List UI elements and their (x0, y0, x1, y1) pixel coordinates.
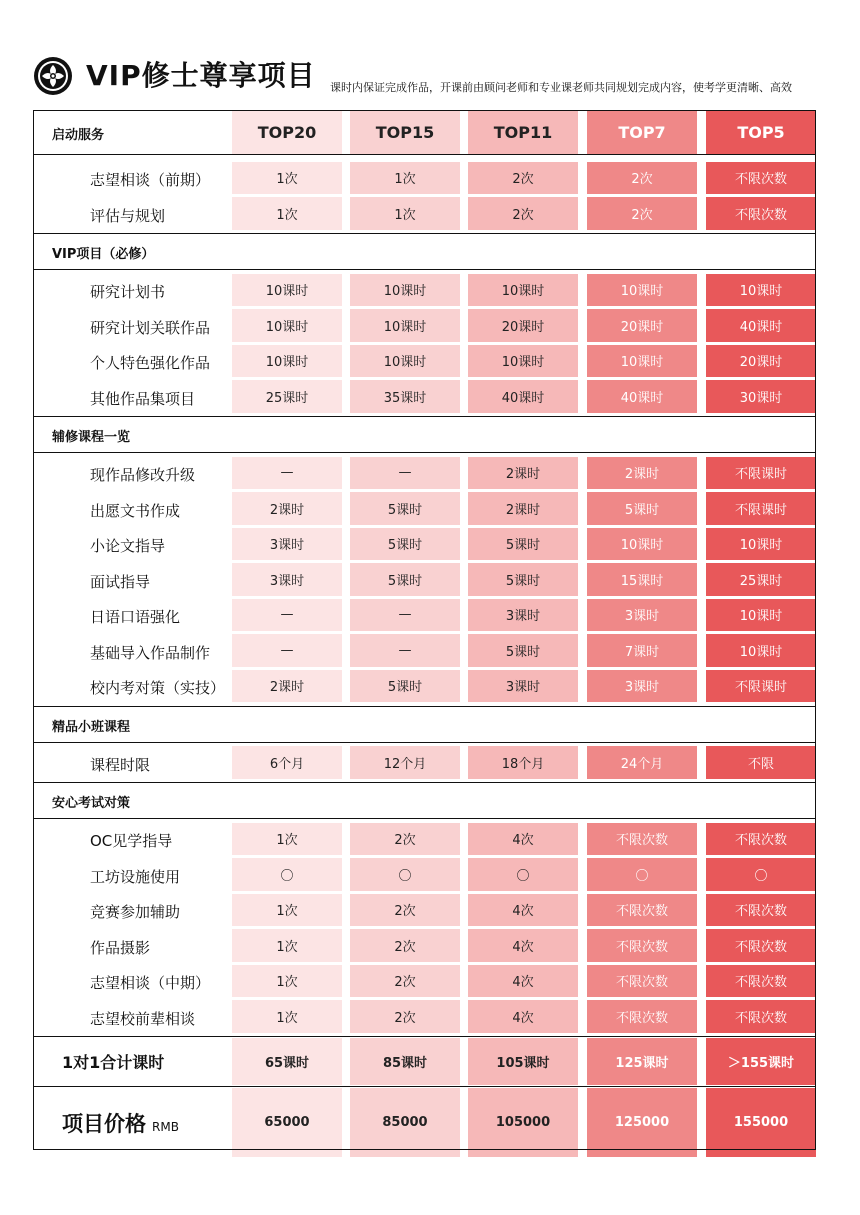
section-title: 辅修课程一览 (52, 430, 131, 445)
table-cell: 不限次数 (587, 1000, 697, 1033)
table-cell: 不限课时 (706, 457, 816, 490)
table-cell: 不限次数 (706, 823, 816, 856)
row-label: 面试指导 (90, 572, 151, 591)
table-cell: 40课时 (587, 380, 697, 413)
table-cell: 2课时 (232, 492, 342, 525)
section-title: 安心考试对策 (52, 796, 131, 811)
table-cell: 〇 (468, 858, 578, 891)
table-cell: 3课时 (232, 528, 342, 561)
table-cell: 2课时 (468, 457, 578, 490)
table-cell: 40课时 (468, 380, 578, 413)
table-cell: 2次 (350, 823, 460, 856)
table-cell: 5课时 (350, 492, 460, 525)
row-label: 研究计划书 (90, 283, 166, 301)
row-label: 研究计划关联作品 (90, 318, 211, 337)
column-header-top5: TOP5 (706, 110, 816, 154)
table-cell: 10课时 (587, 274, 697, 307)
table-cell: 3课时 (587, 599, 697, 632)
row-label: 课程时限 (90, 755, 151, 774)
table-cell: 2课时 (468, 492, 578, 525)
table-cell: 125000 (587, 1088, 697, 1157)
row-label: 志望相谈（中期） (90, 974, 211, 992)
row-label: 竞赛参加辅助 (90, 903, 181, 921)
table-cell: 不限次数 (587, 823, 697, 856)
price-unit: RMB (152, 1120, 179, 1134)
table-cell: 10课时 (468, 345, 578, 378)
table-cell: 65课时 (232, 1038, 342, 1085)
table-cell: 105课时 (468, 1038, 578, 1085)
table-cell: 20课时 (706, 345, 816, 378)
table-cell: 不限 (706, 746, 816, 779)
table-cell: 4次 (468, 929, 578, 962)
row-label: 现作品修改升级 (90, 466, 196, 484)
row-label: 个人特色强化作品 (90, 354, 211, 372)
table-cell: 2次 (350, 1000, 460, 1033)
table-cell: 3课时 (468, 670, 578, 703)
table-cell: 2次 (350, 894, 460, 927)
table-cell: 〇 (587, 858, 697, 891)
table-cell: 5课时 (468, 634, 578, 667)
table-cell: — (232, 599, 342, 632)
table-cell: 24个月 (587, 746, 697, 779)
table-frame (33, 110, 816, 1150)
row-label: 日语口语强化 (90, 608, 181, 626)
column-header-top7: TOP7 (587, 110, 697, 154)
row-label: OC见学指导 (90, 832, 173, 850)
total-hours-label: 1对1合计课时 (62, 1053, 165, 1072)
table-cell: 85000 (350, 1088, 460, 1157)
table-cell: 10课时 (706, 634, 816, 667)
table-cell: 1次 (232, 823, 342, 856)
table-cell: 105000 (468, 1088, 578, 1157)
table-cell: 2次 (587, 162, 697, 195)
table-cell: 2课时 (232, 670, 342, 703)
row-label: 其他作品集项目 (90, 389, 196, 408)
table-cell: 2次 (587, 197, 697, 230)
row-label: 校内考对策（实技） (90, 679, 226, 697)
table-cell: 不限次数 (706, 197, 816, 230)
table-cell: 1次 (232, 162, 342, 195)
page-header (0, 0, 860, 110)
table-cell: 不限次数 (706, 162, 816, 195)
section-title: 精品小班课程 (52, 719, 131, 735)
table-cell: 2次 (468, 197, 578, 230)
table-cell: 不限次数 (587, 894, 697, 927)
table-cell: 3课时 (468, 599, 578, 632)
table-cell: 10课时 (350, 309, 460, 342)
table-cell: 3课时 (587, 670, 697, 703)
row-label: 基础导入作品制作 (90, 643, 211, 662)
table-cell: 65000 (232, 1088, 342, 1157)
table-cell: 4次 (468, 894, 578, 927)
table-cell: 不限课时 (706, 670, 816, 703)
table-cell: 不限次数 (587, 929, 697, 962)
table-cell: 〇 (232, 858, 342, 891)
table-cell: — (232, 634, 342, 667)
section-title: 启动服务 (52, 128, 105, 143)
table-cell: 10课时 (587, 345, 697, 378)
table-cell: 2次 (350, 929, 460, 962)
table-cell: 10课时 (706, 528, 816, 561)
table-cell: 10课时 (706, 599, 816, 632)
table-cell: 7课时 (587, 634, 697, 667)
table-cell: 30课时 (706, 380, 816, 413)
table-cell: — (350, 457, 460, 490)
ornamental-flower-icon (33, 56, 73, 96)
table-cell: 1次 (350, 197, 460, 230)
table-cell: 1次 (232, 197, 342, 230)
table-cell: 4次 (468, 965, 578, 998)
row-label: 工坊设施使用 (90, 867, 181, 886)
table-cell: 5课时 (468, 563, 578, 596)
table-cell: 4次 (468, 823, 578, 856)
table-cell: 125课时 (587, 1038, 697, 1085)
table-cell: — (350, 634, 460, 667)
table-cell: 1次 (232, 929, 342, 962)
row-label: 志望校前辈相谈 (90, 1009, 196, 1028)
row-label: 志望相谈（前期） (90, 171, 211, 189)
table-cell: 1次 (350, 162, 460, 195)
table-cell: 10课时 (232, 345, 342, 378)
row-label: 出愿文书作成 (90, 501, 181, 520)
table-cell: 35课时 (350, 380, 460, 413)
row-label: 小论文指导 (90, 537, 166, 555)
row-label: 作品摄影 (90, 938, 151, 957)
table-cell: 15课时 (587, 563, 697, 596)
table-cell: 〇 (706, 858, 816, 891)
table-cell: 25课时 (232, 380, 342, 413)
table-cell: 20课时 (587, 309, 697, 342)
table-cell: 不限次数 (706, 929, 816, 962)
table-cell: 10课时 (587, 528, 697, 561)
table-cell: 4次 (468, 1000, 578, 1033)
table-cell: 10课时 (232, 274, 342, 307)
table-cell: 1次 (232, 1000, 342, 1033)
table-cell: 5课时 (350, 670, 460, 703)
table-cell: 不限课时 (706, 492, 816, 525)
table-cell: 不限次数 (706, 1000, 816, 1033)
table-cell: 5课时 (468, 528, 578, 561)
row-label: 评估与规划 (90, 206, 166, 225)
table-cell: 5课时 (587, 492, 697, 525)
table-cell: 85课时 (350, 1038, 460, 1085)
table-cell: 12个月 (350, 746, 460, 779)
table-cell: 10课时 (706, 274, 816, 307)
table-cell: 10课时 (468, 274, 578, 307)
table-cell: 18个月 (468, 746, 578, 779)
table-cell: 3课时 (232, 563, 342, 596)
table-cell: 1次 (232, 965, 342, 998)
table-cell: 40课时 (706, 309, 816, 342)
table-cell: 1次 (232, 894, 342, 927)
table-cell: 〇 (350, 858, 460, 891)
column-header-top20: TOP20 (232, 110, 342, 154)
table-cell: 2次 (468, 162, 578, 195)
table-cell: 155000 (706, 1088, 816, 1157)
table-cell: 5课时 (350, 563, 460, 596)
column-header-top15: TOP15 (350, 110, 460, 154)
page-title: VIP修士尊享项目 (86, 59, 316, 92)
table-cell: 10课时 (232, 309, 342, 342)
table-cell: 不限次数 (706, 965, 816, 998)
table-cell: 不限次数 (706, 894, 816, 927)
table-cell: ＞155课时 (706, 1038, 816, 1085)
table-cell: 10课时 (350, 345, 460, 378)
table-cell: 25课时 (706, 563, 816, 596)
table-cell: 6个月 (232, 746, 342, 779)
section-title: VIP项目（必修） (52, 247, 155, 262)
table-cell: 2课时 (587, 457, 697, 490)
table-cell: 20课时 (468, 309, 578, 342)
table-cell: 不限次数 (587, 965, 697, 998)
table-cell: 2次 (350, 965, 460, 998)
table-cell: — (232, 457, 342, 490)
table-cell: — (350, 599, 460, 632)
table-cell: 10课时 (350, 274, 460, 307)
page-subtitle: 课时内保证完成作品，开课前由顾问老师和专业课老师共同规划完成内容，使考学更清晰、高效 (330, 81, 792, 94)
column-header-top11: TOP11 (468, 110, 578, 154)
table-cell: 5课时 (350, 528, 460, 561)
price-label-text: 项目价格 (62, 1112, 146, 1136)
